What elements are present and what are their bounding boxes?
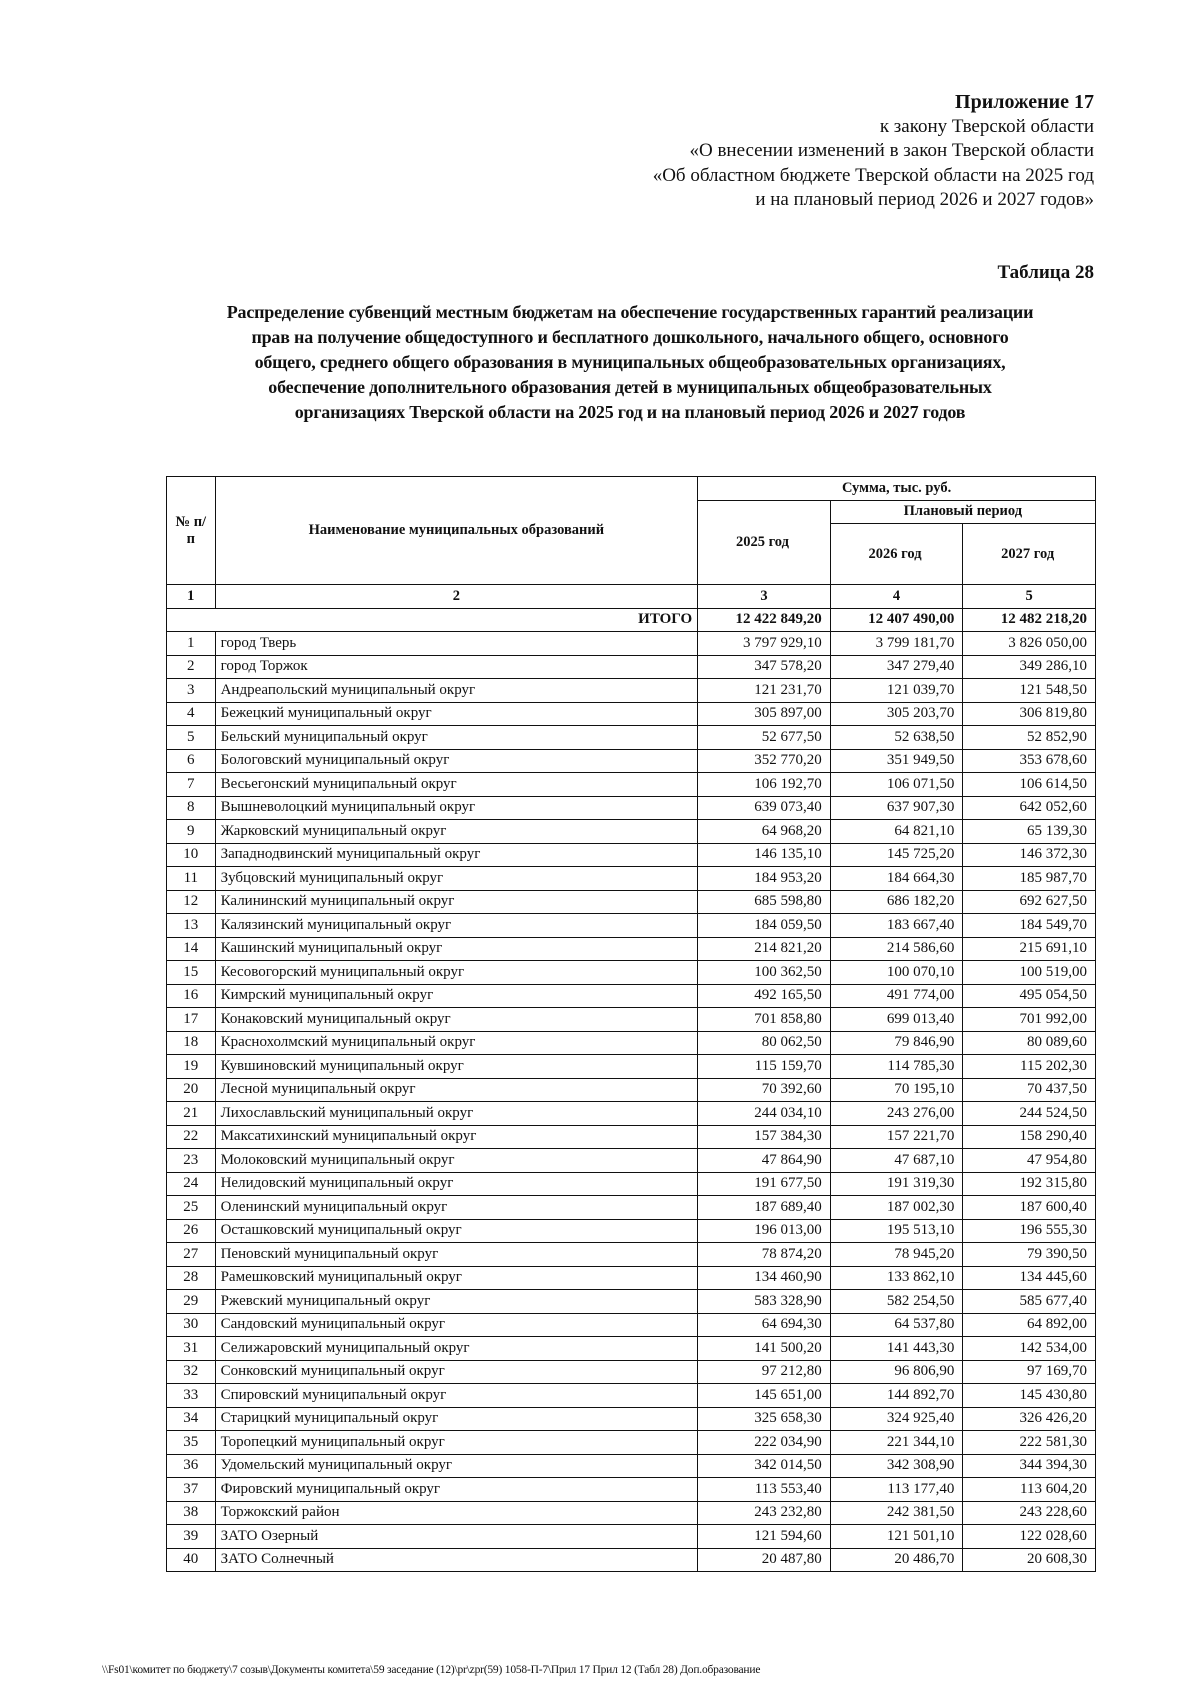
value-2025: 20 487,80: [698, 1548, 831, 1572]
value-2026: 64 821,10: [830, 820, 963, 844]
total-row: [167, 608, 1096, 632]
value-2027: 64 892,00: [963, 1313, 1096, 1337]
municipality-name: Старицкий муниципальный округ: [215, 1407, 698, 1431]
table-row: [167, 1125, 1096, 1149]
municipality-name: Бежецкий муниципальный округ: [215, 702, 698, 726]
value-2027: 122 028,60: [963, 1525, 1096, 1549]
row-number: 2: [167, 655, 216, 679]
value-2027: 158 290,40: [963, 1125, 1096, 1149]
header-name: Наименование муниципальных образований: [215, 477, 698, 585]
municipality-name: Бологовский муниципальный округ: [215, 749, 698, 773]
table-row: [167, 632, 1096, 656]
municipality-name: Удомельский муниципальный округ: [215, 1454, 698, 1478]
municipality-name: Лихославльский муниципальный округ: [215, 1102, 698, 1126]
value-2025: 157 384,30: [698, 1125, 831, 1149]
value-2025: 347 578,20: [698, 655, 831, 679]
row-number: 33: [167, 1384, 216, 1408]
row-number: 15: [167, 961, 216, 985]
row-number: 18: [167, 1031, 216, 1055]
footer-file-path: \\Fs01\комитет по бюджету\7 созыв\Документы комитета\59 заседание (12)\pr\zpr(59) 1058-П-7\Прил 17 Прил 12 (Табл 28) Доп.образование: [102, 1664, 761, 1676]
row-number: 34: [167, 1407, 216, 1431]
value-2025: 106 192,70: [698, 773, 831, 797]
row-number: 11: [167, 867, 216, 891]
municipality-name: Оленинский муниципальный округ: [215, 1196, 698, 1220]
col-number-2: 2: [215, 585, 698, 609]
title-line: организациях Тверской области на 2025 год и на плановый период 2026 и 2027 годов: [294, 402, 966, 422]
row-number: 21: [167, 1102, 216, 1126]
value-2026: 305 203,70: [830, 702, 963, 726]
value-2025: 342 014,50: [698, 1454, 831, 1478]
municipality-name: Спировский муниципальный округ: [215, 1384, 698, 1408]
municipality-name: Кесовогорский муниципальный округ: [215, 961, 698, 985]
value-2025: 191 677,50: [698, 1172, 831, 1196]
table-row: [167, 1266, 1096, 1290]
row-number: 17: [167, 1008, 216, 1032]
value-2027: 222 581,30: [963, 1431, 1096, 1455]
col-number-1: 1: [167, 585, 216, 609]
table-row: [167, 984, 1096, 1008]
municipality-name: Нелидовский муниципальный округ: [215, 1172, 698, 1196]
value-2025: 121 594,60: [698, 1525, 831, 1549]
value-2025: 115 159,70: [698, 1055, 831, 1079]
value-2025: 70 392,60: [698, 1078, 831, 1102]
title-line: общего, среднего общего образования в муниципальных общеобразовательных организациях,: [254, 352, 1006, 372]
municipality-name: Жарковский муниципальный округ: [215, 820, 698, 844]
value-2027: 79 390,50: [963, 1243, 1096, 1267]
annex-header: [653, 90, 1094, 213]
value-2025: 80 062,50: [698, 1031, 831, 1055]
value-2027: 642 052,60: [963, 796, 1096, 820]
value-2027: 106 614,50: [963, 773, 1096, 797]
row-number: 20: [167, 1078, 216, 1102]
value-2025: 214 821,20: [698, 937, 831, 961]
value-2026: 195 513,10: [830, 1219, 963, 1243]
row-number: 13: [167, 914, 216, 938]
title-line: Распределение субвенций местным бюджетам на обеспечение государственных гарантий реализации: [226, 302, 1034, 322]
row-number: 38: [167, 1501, 216, 1525]
row-number: 14: [167, 937, 216, 961]
value-2027: 495 054,50: [963, 984, 1096, 1008]
municipality-name: Торжокский район: [215, 1501, 698, 1525]
table-row: [167, 1431, 1096, 1455]
table-row: [167, 1102, 1096, 1126]
table-row: [167, 820, 1096, 844]
value-2027: 243 228,60: [963, 1501, 1096, 1525]
municipality-name: Кувшиновский муниципальный округ: [215, 1055, 698, 1079]
row-number: 35: [167, 1431, 216, 1455]
municipality-name: Ржевский муниципальный округ: [215, 1290, 698, 1314]
value-2025: 141 500,20: [698, 1337, 831, 1361]
value-2027: 215 691,10: [963, 937, 1096, 961]
value-2027: 80 089,60: [963, 1031, 1096, 1055]
value-2027: 142 534,00: [963, 1337, 1096, 1361]
value-2027: 145 430,80: [963, 1384, 1096, 1408]
municipality-name: Кашинский муниципальный округ: [215, 937, 698, 961]
row-number: 9: [167, 820, 216, 844]
value-2027: 344 394,30: [963, 1454, 1096, 1478]
row-number: 36: [167, 1454, 216, 1478]
row-number: 7: [167, 773, 216, 797]
value-2025: 113 553,40: [698, 1478, 831, 1502]
value-2025: 184 059,50: [698, 914, 831, 938]
municipality-name: Сонковский муниципальный округ: [215, 1360, 698, 1384]
value-2025: 305 897,00: [698, 702, 831, 726]
table-row: [167, 1337, 1096, 1361]
value-2026: 144 892,70: [830, 1384, 963, 1408]
value-2025: 187 689,40: [698, 1196, 831, 1220]
annex-line: «О внесении изменений в закон Тверской области: [689, 140, 1094, 161]
table-row: [167, 1501, 1096, 1525]
value-2026: 121 501,10: [830, 1525, 963, 1549]
value-2026: 342 308,90: [830, 1454, 963, 1478]
value-2026: 491 774,00: [830, 984, 963, 1008]
row-number: 23: [167, 1149, 216, 1173]
value-2025: 244 034,10: [698, 1102, 831, 1126]
municipality-name: Андреапольский муниципальный округ: [215, 679, 698, 703]
row-number: 32: [167, 1360, 216, 1384]
table-row: [167, 773, 1096, 797]
row-number: 27: [167, 1243, 216, 1267]
row-number: 39: [167, 1525, 216, 1549]
table-row: [167, 1478, 1096, 1502]
row-number: 16: [167, 984, 216, 1008]
value-2025: 146 135,10: [698, 843, 831, 867]
table-row: [167, 1525, 1096, 1549]
value-2025: 47 864,90: [698, 1149, 831, 1173]
value-2026: 78 945,20: [830, 1243, 963, 1267]
table-row: [167, 914, 1096, 938]
table-row: [167, 1008, 1096, 1032]
header-num: № п/п: [167, 477, 216, 585]
table-row: [167, 890, 1096, 914]
value-2027: 185 987,70: [963, 867, 1096, 891]
row-number: 19: [167, 1055, 216, 1079]
row-number: 40: [167, 1548, 216, 1572]
header-2026: 2026 год: [830, 524, 963, 585]
table-row: [167, 679, 1096, 703]
value-2026: 243 276,00: [830, 1102, 963, 1126]
municipality-name: Калининский муниципальный округ: [215, 890, 698, 914]
table-row: [167, 702, 1096, 726]
value-2026: 191 319,30: [830, 1172, 963, 1196]
row-number: 22: [167, 1125, 216, 1149]
value-2027: 100 519,00: [963, 961, 1096, 985]
value-2025: 583 328,90: [698, 1290, 831, 1314]
value-2027: 52 852,90: [963, 726, 1096, 750]
municipality-name: Сандовский муниципальный округ: [215, 1313, 698, 1337]
value-2027: 47 954,80: [963, 1149, 1096, 1173]
row-number: 5: [167, 726, 216, 750]
header-2027: 2027 год: [963, 524, 1096, 585]
row-number: 4: [167, 702, 216, 726]
municipality-name: ЗАТО Озерный: [215, 1525, 698, 1549]
value-2026: 582 254,50: [830, 1290, 963, 1314]
total-label: ИТОГО: [167, 608, 698, 632]
municipality-name: Западнодвинский муниципальный округ: [215, 843, 698, 867]
value-2026: 187 002,30: [830, 1196, 963, 1220]
header-2025: 2025 год: [698, 500, 831, 585]
municipality-name: Фировский муниципальный округ: [215, 1478, 698, 1502]
value-2025: 3 797 929,10: [698, 632, 831, 656]
row-number: 1: [167, 632, 216, 656]
municipality-name: Максатихинский муниципальный округ: [215, 1125, 698, 1149]
value-2025: 100 362,50: [698, 961, 831, 985]
table-row: [167, 1407, 1096, 1431]
value-2026: 141 443,30: [830, 1337, 963, 1361]
row-number: 37: [167, 1478, 216, 1502]
value-2026: 52 638,50: [830, 726, 963, 750]
value-2027: 187 600,40: [963, 1196, 1096, 1220]
row-number: 6: [167, 749, 216, 773]
value-2027: 121 548,50: [963, 679, 1096, 703]
value-2027: 244 524,50: [963, 1102, 1096, 1126]
table-row: [167, 1196, 1096, 1220]
municipality-name: Кимрский муниципальный округ: [215, 984, 698, 1008]
value-2026: 686 182,20: [830, 890, 963, 914]
annex-line: «Об областном бюджете Тверской области на 2025 год: [652, 164, 1094, 186]
municipality-name: Весьегонский муниципальный округ: [215, 773, 698, 797]
value-2027: 196 555,30: [963, 1219, 1096, 1243]
value-2026: 637 907,30: [830, 796, 963, 820]
title-line: обеспечение дополнительного образования детей в муниципальных общеобразовательных: [268, 377, 992, 397]
table-row: [167, 1078, 1096, 1102]
municipality-name: Лесной муниципальный округ: [215, 1078, 698, 1102]
value-2026: 79 846,90: [830, 1031, 963, 1055]
table-row: [167, 961, 1096, 985]
title-line: прав на получение общедоступного и бесплатного дошкольного, начального общего, основного: [251, 327, 1009, 347]
annex-line: и на плановый период 2026 и 2027 годов»: [755, 189, 1094, 210]
value-2026: 64 537,80: [830, 1313, 963, 1337]
value-2026: 70 195,10: [830, 1078, 963, 1102]
value-2026: 214 586,60: [830, 937, 963, 961]
municipality-name: Пеновский муниципальный округ: [215, 1243, 698, 1267]
value-2025: 492 165,50: [698, 984, 831, 1008]
subsidy-table: [166, 476, 1096, 1572]
value-2025: 64 694,30: [698, 1313, 831, 1337]
table-row: [167, 655, 1096, 679]
row-number: 3: [167, 679, 216, 703]
value-2026: 100 070,10: [830, 961, 963, 985]
value-2025: 243 232,80: [698, 1501, 831, 1525]
header-sum: Сумма, тыс. руб.: [698, 477, 1096, 501]
value-2026: 20 486,70: [830, 1548, 963, 1572]
value-2026: 699 013,40: [830, 1008, 963, 1032]
row-number: 30: [167, 1313, 216, 1337]
value-2027: 306 819,80: [963, 702, 1096, 726]
row-number: 8: [167, 796, 216, 820]
value-2025: 184 953,20: [698, 867, 831, 891]
value-2025: 134 460,90: [698, 1266, 831, 1290]
table-row: [167, 1031, 1096, 1055]
municipality-name: Молоковский муниципальный округ: [215, 1149, 698, 1173]
table-number: Таблица 28: [997, 262, 1094, 283]
table-row: [167, 1384, 1096, 1408]
row-number: 29: [167, 1290, 216, 1314]
value-2027: 585 677,40: [963, 1290, 1096, 1314]
value-2027: 349 286,10: [963, 655, 1096, 679]
value-2025: 78 874,20: [698, 1243, 831, 1267]
value-2027: 20 608,30: [963, 1548, 1096, 1572]
value-2026: 157 221,70: [830, 1125, 963, 1149]
table-row: [167, 1313, 1096, 1337]
table-row: [167, 749, 1096, 773]
value-2026: 324 925,40: [830, 1407, 963, 1431]
value-2025: 685 598,80: [698, 890, 831, 914]
value-2027: 134 445,60: [963, 1266, 1096, 1290]
municipality-name: город Тверь: [215, 632, 698, 656]
table-row: [167, 1290, 1096, 1314]
value-2027: 65 139,30: [963, 820, 1096, 844]
row-number: 28: [167, 1266, 216, 1290]
municipality-name: Калязинский муниципальный округ: [215, 914, 698, 938]
municipality-name: Осташковский муниципальный округ: [215, 1219, 698, 1243]
municipality-name: Конаковский муниципальный округ: [215, 1008, 698, 1032]
value-2026: 106 071,50: [830, 773, 963, 797]
value-2025: 145 651,00: [698, 1384, 831, 1408]
value-2025: 121 231,70: [698, 679, 831, 703]
table-row: [167, 1149, 1096, 1173]
table-row: [167, 1172, 1096, 1196]
table-row: [167, 937, 1096, 961]
municipality-name: Бельский муниципальный округ: [215, 726, 698, 750]
municipality-name: ЗАТО Солнечный: [215, 1548, 698, 1572]
value-2027: 146 372,30: [963, 843, 1096, 867]
col-number-3: 3: [698, 585, 831, 609]
value-2025: 352 770,20: [698, 749, 831, 773]
value-2026: 351 949,50: [830, 749, 963, 773]
table-row: [167, 1548, 1096, 1572]
value-2027: 113 604,20: [963, 1478, 1096, 1502]
value-2026: 145 725,20: [830, 843, 963, 867]
municipality-name: Селижаровский муниципальный округ: [215, 1337, 698, 1361]
col-number-4: 4: [830, 585, 963, 609]
value-2025: 325 658,30: [698, 1407, 831, 1431]
municipality-name: Краснохолмский муниципальный округ: [215, 1031, 698, 1055]
value-2027: 353 678,60: [963, 749, 1096, 773]
total-2027: 12 482 218,20: [963, 608, 1096, 632]
value-2026: 221 344,10: [830, 1431, 963, 1455]
table-row: [167, 1454, 1096, 1478]
municipality-name: Вышневолоцкий муниципальный округ: [215, 796, 698, 820]
row-number: 26: [167, 1219, 216, 1243]
total-2026: 12 407 490,00: [830, 608, 963, 632]
value-2027: 326 426,20: [963, 1407, 1096, 1431]
value-2026: 113 177,40: [830, 1478, 963, 1502]
annex-title: Приложение 17: [955, 91, 1094, 113]
annex-line: к закону Тверской области: [879, 115, 1094, 137]
col-number-5: 5: [963, 585, 1096, 609]
value-2027: 184 549,70: [963, 914, 1096, 938]
value-2026: 47 687,10: [830, 1149, 963, 1173]
value-2025: 222 034,90: [698, 1431, 831, 1455]
row-number: 10: [167, 843, 216, 867]
table-row: [167, 1360, 1096, 1384]
header-planned: Плановый период: [830, 500, 1095, 524]
municipality-name: город Торжок: [215, 655, 698, 679]
table-row: [167, 796, 1096, 820]
value-2026: 184 664,30: [830, 867, 963, 891]
value-2026: 96 806,90: [830, 1360, 963, 1384]
value-2027: 192 315,80: [963, 1172, 1096, 1196]
value-2027: 70 437,50: [963, 1078, 1096, 1102]
table-row: [167, 843, 1096, 867]
municipality-name: Торопецкий муниципальный округ: [215, 1431, 698, 1455]
value-2026: 242 381,50: [830, 1501, 963, 1525]
row-number: 25: [167, 1196, 216, 1220]
value-2026: 183 667,40: [830, 914, 963, 938]
municipality-name: Рамешковский муниципальный округ: [215, 1266, 698, 1290]
value-2025: 52 677,50: [698, 726, 831, 750]
table-row: [167, 726, 1096, 750]
value-2025: 97 212,80: [698, 1360, 831, 1384]
value-2026: 121 039,70: [830, 679, 963, 703]
table-row: [167, 867, 1096, 891]
value-2027: 701 992,00: [963, 1008, 1096, 1032]
total-2025: 12 422 849,20: [698, 608, 831, 632]
value-2025: 64 968,20: [698, 820, 831, 844]
value-2026: 133 862,10: [830, 1266, 963, 1290]
value-2025: 701 858,80: [698, 1008, 831, 1032]
row-number: 12: [167, 890, 216, 914]
table-row: [167, 1243, 1096, 1267]
value-2026: 114 785,30: [830, 1055, 963, 1079]
value-2027: 3 826 050,00: [963, 632, 1096, 656]
table-row: [167, 1219, 1096, 1243]
document-title: [165, 300, 1095, 425]
value-2025: 639 073,40: [698, 796, 831, 820]
table-row: [167, 1055, 1096, 1079]
value-2026: 3 799 181,70: [830, 632, 963, 656]
municipality-name: Зубцовский муниципальный округ: [215, 867, 698, 891]
value-2025: 196 013,00: [698, 1219, 831, 1243]
row-number: 31: [167, 1337, 216, 1361]
value-2027: 115 202,30: [963, 1055, 1096, 1079]
value-2026: 347 279,40: [830, 655, 963, 679]
value-2027: 97 169,70: [963, 1360, 1096, 1384]
row-number: 24: [167, 1172, 216, 1196]
value-2027: 692 627,50: [963, 890, 1096, 914]
